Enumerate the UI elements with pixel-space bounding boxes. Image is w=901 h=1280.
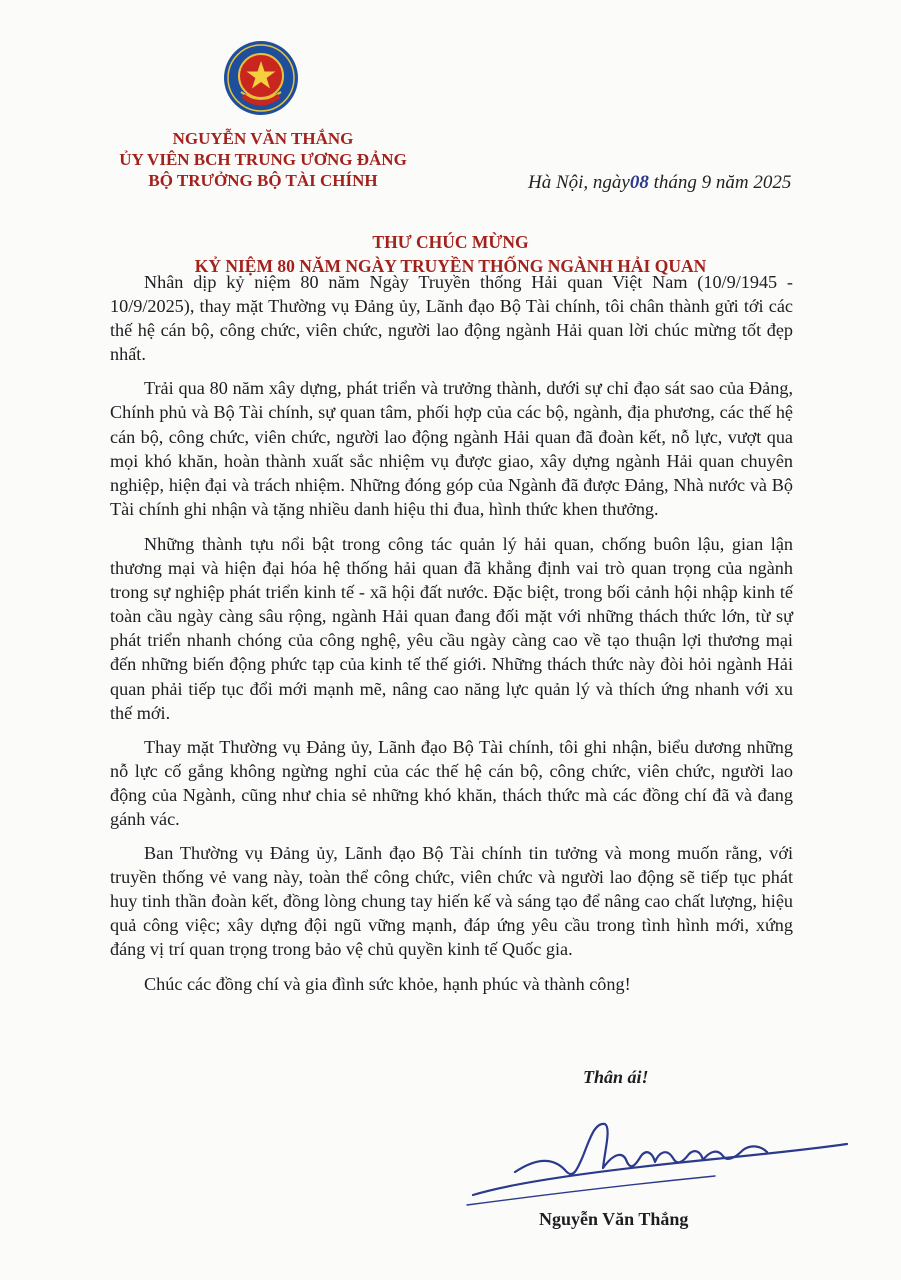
closing-greeting: Thân ái! <box>583 1067 649 1087</box>
paragraph: Thay mặt Thường vụ Đảng ủy, Lãnh đạo Bộ Tài chính, tôi ghi nhận, biểu dương những nỗ lực cố gắng không ngừng nghỉ của các thế hệ cán bộ, công chức, viên chức, người lao động của Ngành, cũng như chia sẻ những khó khăn, thách thức mà các đồng chí đã và đang gánh vác. <box>110 736 793 829</box>
date-prefix: Hà Nội, ngày <box>528 172 630 193</box>
sender-name: NGUYỄN VĂN THẮNG <box>172 129 354 148</box>
paragraph: Chúc các đồng chí và gia đình sức khỏe, hạnh phúc và thành công! <box>144 973 631 994</box>
title-line-1: THƯ CHÚC MỪNG <box>372 232 529 252</box>
letter-body <box>110 270 793 1006</box>
paragraph: Nhân dịp kỷ niệm 80 năm Ngày Truyền thống Hải quan Việt Nam (10/9/1945 - 10/9/2025), thay mặt Thường vụ Đảng ủy, Lãnh đạo Bộ Tài chính, tôi chân thành gửi tới các thế hệ cán bộ, công chức, viên chức, người lao động ngành Hải quan lời chúc mừng tốt đẹp nhất. <box>110 272 793 365</box>
title-line-2: KỶ NIỆM 80 NĂM NGÀY TRUYỀN THỐNG NGÀNH HẢI QUAN <box>194 256 707 276</box>
ministry-of-finance-emblem-icon <box>223 40 299 116</box>
paragraph: Trải qua 80 năm xây dựng, phát triển và trưởng thành, dưới sự chỉ đạo sát sao của Đảng, Chính phủ và Bộ Tài chính, sự quan tâm, phối hợp của các bộ, ngành, địa phương, các thế hệ cán bộ, công chức, viên chức, người lao động ngành Hải quan đã đoàn kết, nỗ lực, vượt qua mọi khó khăn, hoàn thành xuất sắc nhiệm vụ được giao, xây dựng ngành Hải quan chuyên nghiệp, hiện đại và trách nhiệm. Những đóng góp của Ngành đã được Đảng, Nhà nước và Bộ Tài chính ghi nhận và tặng nhiều danh hiệu thi đua, hình thức khen thưởng. <box>110 378 793 519</box>
letter-date <box>528 172 791 194</box>
sender-block <box>104 128 422 191</box>
sender-position-party: ỦY VIÊN BCH TRUNG ƯƠNG ĐẢNG <box>119 150 407 169</box>
paragraph: Những thành tựu nổi bật trong công tác quản lý hải quan, chống buôn lậu, gian lận thương mại và hiện đại hóa hệ thống hải quan đã khẳng định vai trò quan trọng của ngành trong sự nghiệp phát triển kinh tế - xã hội đất nước. Đặc biệt, trong bối cảnh hội nhập kinh tế toàn cầu ngày càng sâu rộng, ngành Hải quan đang đối mặt với những thách thức lớn, từ sự phát triển nhanh chóng của công nghệ, yêu cầu ngày càng cao về tạo thuận lợi thương mại đến những biến động phức tạp của kinh tế thế giới. Những thách thức này đòi hỏi ngành Hải quan phải tiếp tục đổi mới mạnh mẽ, nâng cao năng lực quản lý và thích ứng nhanh với xu thế mới. <box>110 533 793 723</box>
sender-position-minister: BỘ TRƯỞNG BỘ TÀI CHÍNH <box>148 171 378 190</box>
date-suffix: tháng 9 năm 2025 <box>653 172 792 193</box>
date-day: 08 <box>629 172 649 193</box>
signer-name: Nguyễn Văn Thắng <box>539 1209 689 1229</box>
paragraph: Ban Thường vụ Đảng ủy, Lãnh đạo Bộ Tài chính tin tưởng và mong muốn rằng, với truyền thống vẻ vang này, toàn thể công chức, viên chức và người lao động sẽ tiếp tục phát huy tinh thần đoàn kết, đồng lòng chung tay hiến kế và sáng tạo để nâng cao chất lượng, hiệu quả công việc; xây dựng đội ngũ vững mạnh, đáp ứng yêu cầu trong tình hình mới, xứng đáng vị trí quan trọng trong bảo vệ chủ quyền kinh tế Quốc gia. <box>110 843 793 960</box>
handwritten-signature-icon <box>455 1110 855 1220</box>
